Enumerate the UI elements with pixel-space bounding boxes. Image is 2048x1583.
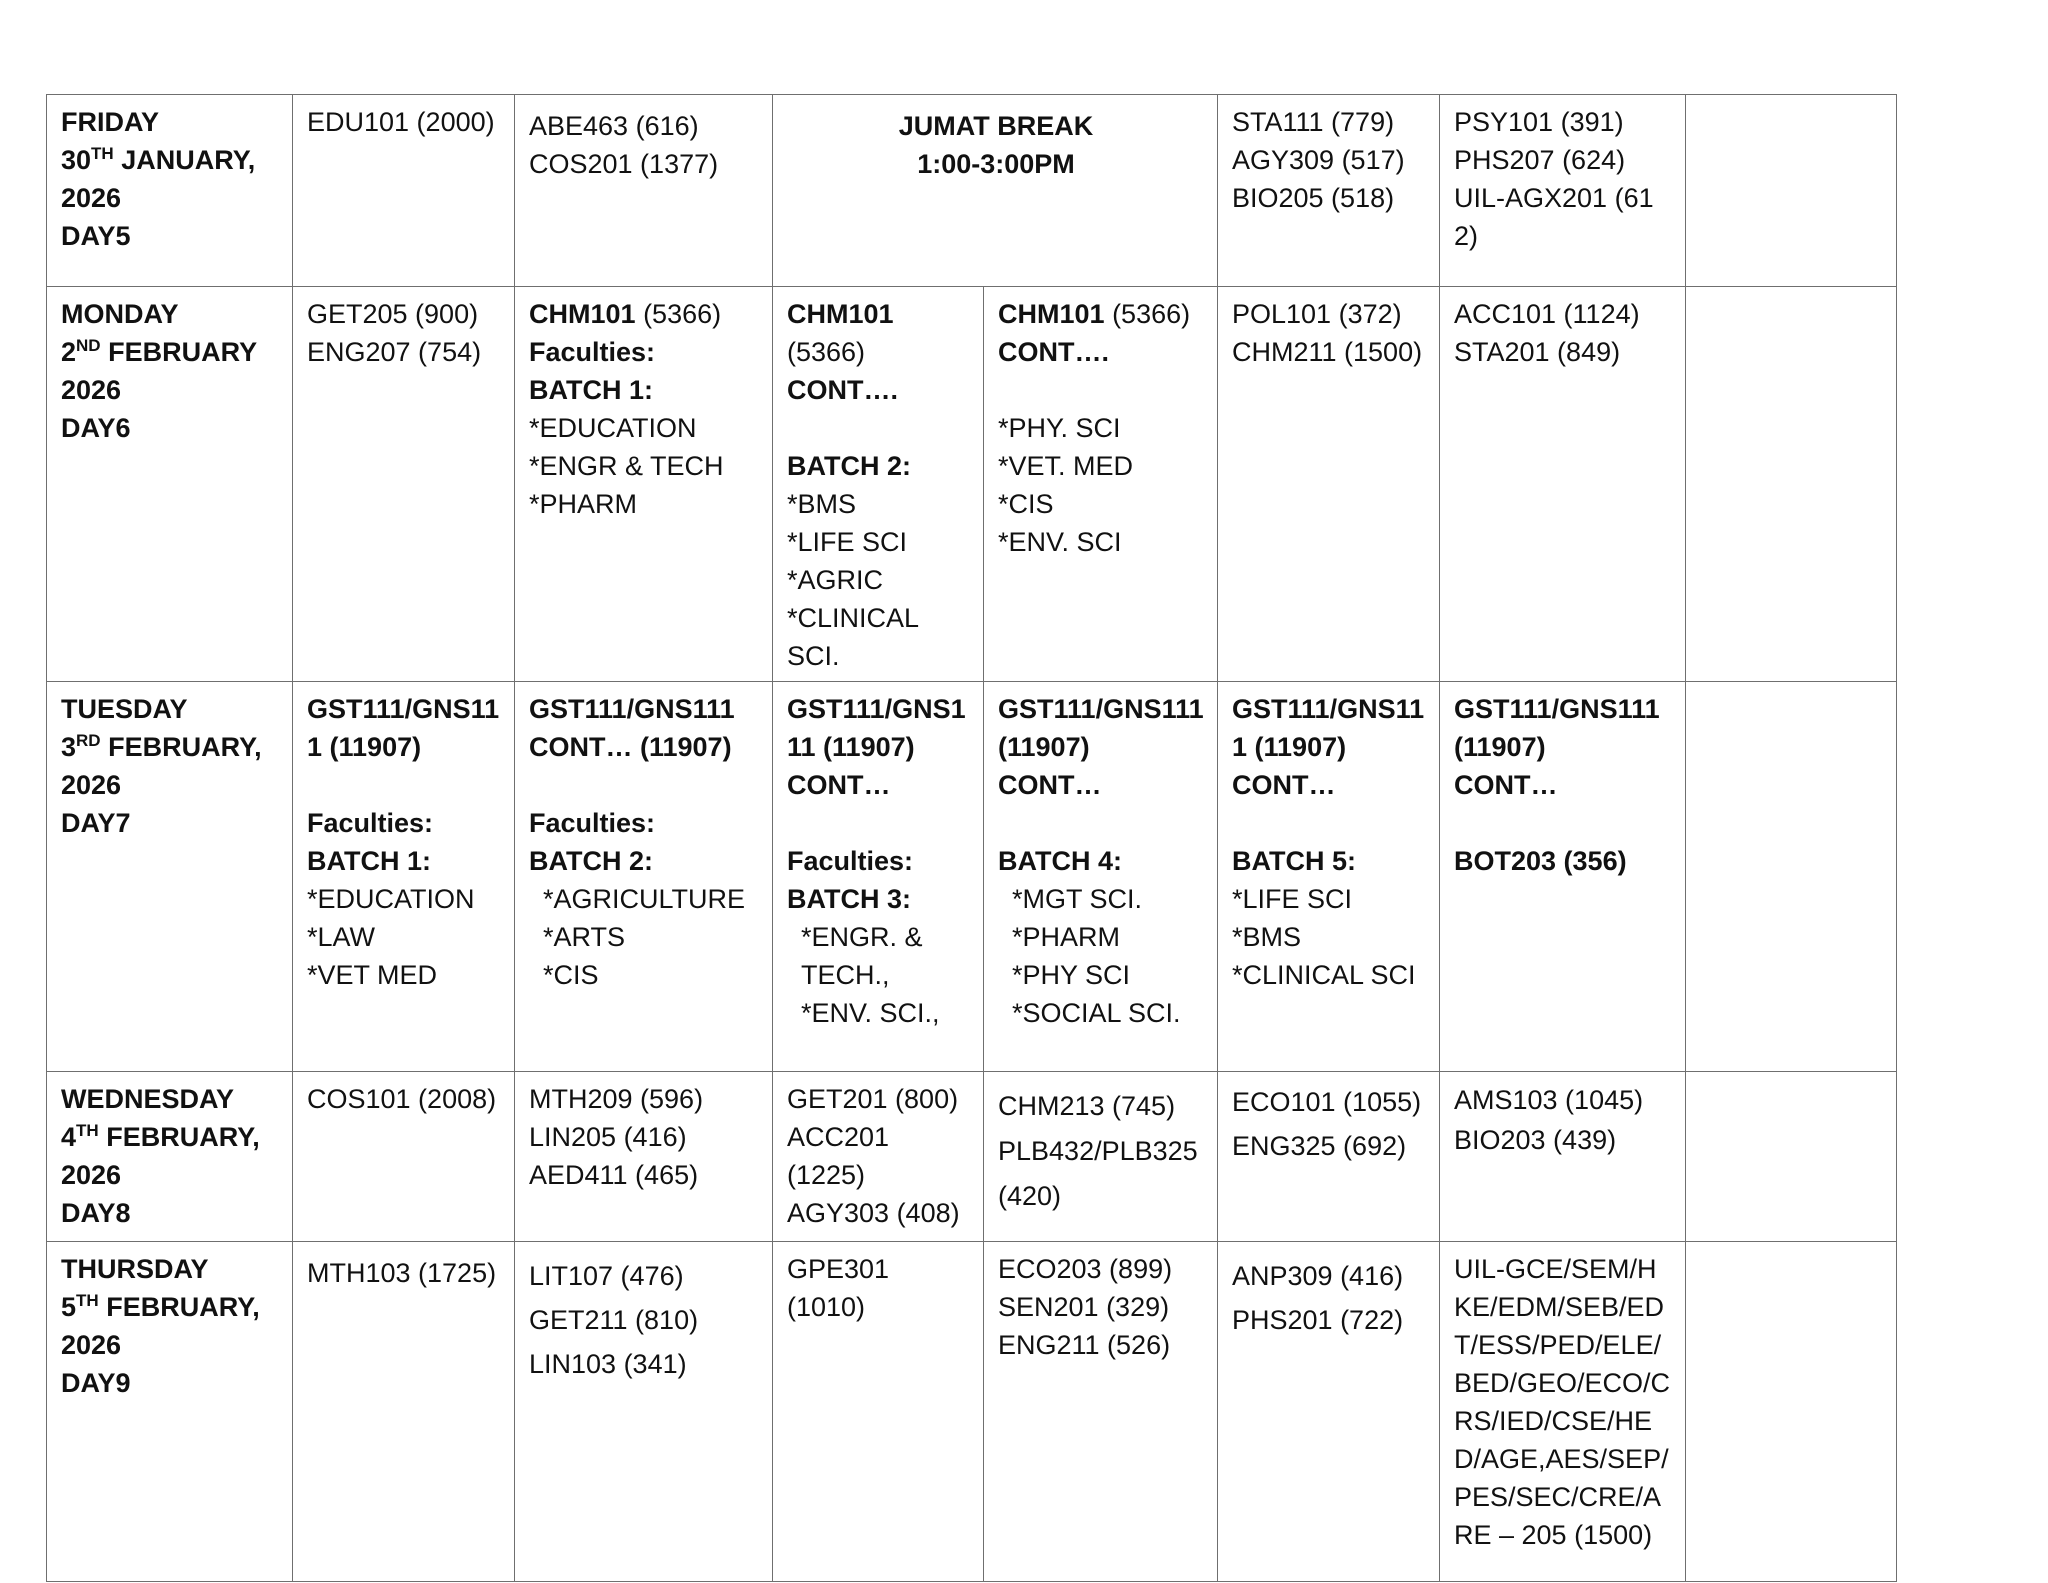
course-entry: LIN205 (416) xyxy=(529,1122,687,1152)
slot-cell xyxy=(515,1072,773,1242)
course-entry: GET201 (800) xyxy=(787,1084,959,1114)
continued-label: CONT… xyxy=(1232,770,1336,800)
faculty-item: *ENV. SCI xyxy=(998,527,1122,557)
course-entry: ENG207 (754) xyxy=(307,337,482,367)
slot-cell xyxy=(984,1072,1218,1242)
faculty-item: *PHARM xyxy=(1012,922,1121,952)
faculty-item: *EDUCATION xyxy=(307,884,475,914)
course-entry: PHS207 (624) xyxy=(1454,145,1626,175)
day-label: DAY6 xyxy=(61,413,131,443)
slot-cell xyxy=(1218,1072,1440,1242)
faculty-item: *LAW xyxy=(307,922,376,952)
course-entry: AGY303 (408) xyxy=(787,1198,960,1228)
course-entry: ECO101 (1055) xyxy=(1232,1087,1422,1117)
slot-cell xyxy=(773,682,984,1072)
faculty-item: *SOCIAL SCI. xyxy=(1012,998,1181,1028)
course-entry: GST111/GNS111 xyxy=(529,694,735,724)
empty-cell xyxy=(1686,1242,1897,1582)
course-code: CHM101 xyxy=(787,299,894,329)
course-entry: GET205 (900) xyxy=(307,299,479,329)
table-row xyxy=(47,682,1897,1072)
course-entry: GPE301 (1010) xyxy=(787,1254,890,1322)
batch-label: BATCH 4: xyxy=(998,846,1122,876)
year: 2026 xyxy=(61,770,122,800)
slot-cell xyxy=(515,95,773,287)
course-code: CHM101 xyxy=(529,299,636,329)
faculties-label: Faculties: xyxy=(787,846,914,876)
slot-cell xyxy=(1440,287,1686,682)
faculty-item: *ENGR & TECH xyxy=(529,451,724,481)
course-entry: EDU101 (2000) xyxy=(307,107,495,137)
faculty-item: *MGT SCI. xyxy=(1012,884,1143,914)
course-entry: ENG211 (526) xyxy=(998,1330,1171,1360)
year: 2026 xyxy=(61,375,122,405)
continued-label: CONT… xyxy=(1454,770,1558,800)
batch-label: BATCH 2: xyxy=(787,451,911,481)
course-entry: SEN201 (329) xyxy=(998,1292,1170,1322)
course-entry: MTH103 (1725) xyxy=(307,1258,497,1288)
course-entry: ECO203 (899) xyxy=(998,1254,1173,1284)
slot-cell xyxy=(773,287,984,682)
slot-cell xyxy=(293,95,515,287)
slot-cell xyxy=(984,1242,1218,1582)
year: 2026 xyxy=(61,183,122,213)
slot-cell xyxy=(1440,1072,1686,1242)
year: 2026 xyxy=(61,1330,122,1360)
month: FEBRUARY, xyxy=(106,1122,260,1152)
day-cell xyxy=(47,1242,293,1582)
batch-label: BATCH 3: xyxy=(787,884,911,914)
weekday: THURSDAY xyxy=(61,1254,209,1284)
course-entry: GST111/GNS111 (11907) xyxy=(998,694,1204,762)
course-entry: COS201 (1377) xyxy=(529,149,719,179)
course-entry: BOT203 (356) xyxy=(1454,846,1627,876)
slot-cell xyxy=(984,682,1218,1072)
faculty-item: *PHY SCI xyxy=(1012,960,1131,990)
table-row xyxy=(47,95,1897,287)
course-count: (5366) xyxy=(643,299,722,329)
faculties-label: Faculties: xyxy=(529,808,656,838)
month: FEBRUARY, xyxy=(108,732,262,762)
slot-cell xyxy=(1440,682,1686,1072)
faculty-item: *CIS xyxy=(543,960,599,990)
faculty-item: *ENGR. & TECH., xyxy=(801,922,923,990)
date-suffix: TH xyxy=(76,1121,99,1140)
continued-label: CONT…. xyxy=(998,337,1109,367)
month: FEBRUARY, xyxy=(106,1292,260,1322)
slot-cell xyxy=(773,1072,984,1242)
date-suffix: TH xyxy=(91,144,114,163)
faculty-item: *ARTS xyxy=(543,922,626,952)
course-entry: GET211 (810) xyxy=(529,1305,699,1335)
empty-cell xyxy=(1686,682,1897,1072)
faculty-item: *AGRIC xyxy=(787,565,884,595)
day-label: DAY8 xyxy=(61,1198,131,1228)
table-row xyxy=(47,1072,1897,1242)
course-count: (11907) xyxy=(1454,732,1546,762)
faculty-item: *BMS xyxy=(787,489,857,519)
faculty-item: *LIFE SCI xyxy=(1232,884,1353,914)
slot-cell xyxy=(1218,287,1440,682)
day-cell xyxy=(47,1072,293,1242)
course-entry: GST111/GNS111 xyxy=(1454,694,1660,724)
slot-cell xyxy=(1440,1242,1686,1582)
day-label: DAY5 xyxy=(61,221,131,251)
year: 2026 xyxy=(61,1160,122,1190)
faculty-item: *AGRICULTURE xyxy=(543,884,746,914)
slot-cell xyxy=(1218,1242,1440,1582)
break-time: 1:00-3:00PM xyxy=(917,149,1075,179)
slot-cell xyxy=(1440,95,1686,287)
empty-cell xyxy=(1686,1072,1897,1242)
course-entry: AGY309 (517) xyxy=(1232,145,1405,175)
empty-cell xyxy=(1686,95,1897,287)
date-suffix: RD xyxy=(76,731,101,750)
course-code: CHM101 xyxy=(998,299,1105,329)
slot-cell xyxy=(515,1242,773,1582)
faculty-item: *ENV. SCI., xyxy=(801,998,940,1028)
break-title: JUMAT BREAK xyxy=(898,111,1094,141)
faculty-item: *CLINICAL SCI xyxy=(1232,960,1416,990)
course-entry: MTH209 (596) xyxy=(529,1084,704,1114)
faculties-label: Faculties: xyxy=(529,337,656,367)
course-entry: AED411 (465) xyxy=(529,1160,699,1190)
table-row xyxy=(47,287,1897,682)
weekday: MONDAY xyxy=(61,299,179,329)
jumat-break-cell xyxy=(773,95,1218,287)
course-entry: CHM211 (1500) xyxy=(1232,337,1423,367)
month: FEBRUARY xyxy=(108,337,258,367)
course-entry: LIT107 (476) xyxy=(529,1261,684,1291)
course-entry: STA111 (779) xyxy=(1232,107,1395,137)
course-entry: PHS201 (722) xyxy=(1232,1305,1404,1335)
day-label: DAY9 xyxy=(61,1368,131,1398)
month: JANUARY, xyxy=(121,145,256,175)
course-entry: ABE463 (616) xyxy=(529,111,699,141)
batch-label: BATCH 1: xyxy=(529,375,653,405)
course-entry: GST111/GNS111 (11907) xyxy=(1232,694,1425,762)
course-entry: LIN103 (341) xyxy=(529,1349,687,1379)
course-entry: ACC201 (1225) xyxy=(787,1122,890,1190)
slot-cell xyxy=(515,287,773,682)
faculties-label: Faculties: xyxy=(307,808,434,838)
batch-label: BATCH 5: xyxy=(1232,846,1356,876)
slot-cell xyxy=(1218,95,1440,287)
faculty-item: *VET MED xyxy=(307,960,438,990)
slot-cell xyxy=(984,287,1218,682)
exam-timetable xyxy=(46,94,1897,1582)
faculty-item: *PHY. SCI xyxy=(998,413,1121,443)
course-entry: GST111/GNS111 (11907) xyxy=(787,694,966,762)
faculty-item: *BMS xyxy=(1232,922,1302,952)
continued-label: CONT… xyxy=(787,770,891,800)
faculty-item: *EDUCATION xyxy=(529,413,697,443)
course-entry: AMS103 (1045) xyxy=(1454,1085,1644,1115)
slot-cell xyxy=(1218,682,1440,1072)
batch-label: BATCH 1: xyxy=(307,846,431,876)
faculty-item: *LIFE SCI xyxy=(787,527,908,557)
course-entry: PSY101 (391) xyxy=(1454,107,1624,137)
date-number: 3 xyxy=(61,732,77,762)
course-entry: BIO203 (439) xyxy=(1454,1125,1617,1155)
course-entry: GST111/GNS111 (11907) xyxy=(307,694,500,762)
course-entry: CHM213 (745) xyxy=(998,1091,1176,1121)
course-entry: ACC101 (1124) xyxy=(1454,299,1640,329)
slot-cell xyxy=(293,1072,515,1242)
course-entry: COS101 (2008) xyxy=(307,1084,497,1114)
table-row xyxy=(47,1242,1897,1582)
slot-cell xyxy=(773,1242,984,1582)
course-entry: UIL-AGX201 (612) xyxy=(1454,183,1654,251)
slot-cell xyxy=(515,682,773,1072)
day-label: DAY7 xyxy=(61,808,131,838)
faculty-item: *PHARM xyxy=(529,489,638,519)
date-number: 2 xyxy=(61,337,77,367)
day-cell xyxy=(47,682,293,1072)
faculty-item: *CIS xyxy=(998,489,1054,519)
batch-label: BATCH 2: xyxy=(529,846,653,876)
weekday: WEDNESDAY xyxy=(61,1084,235,1114)
date-suffix: ND xyxy=(76,336,101,355)
slot-cell xyxy=(293,682,515,1072)
course-count: (5366) xyxy=(1112,299,1191,329)
weekday: TUESDAY xyxy=(61,694,188,724)
slot-cell xyxy=(293,1242,515,1582)
course-entry: BIO205 (518) xyxy=(1232,183,1395,213)
course-entry: POL101 (372) xyxy=(1232,299,1402,329)
date-number: 4 xyxy=(61,1122,77,1152)
date-number: 30 xyxy=(61,145,92,175)
course-count: (5366) xyxy=(787,337,866,367)
day-cell xyxy=(47,95,293,287)
continued-label: CONT… (11907) xyxy=(529,732,732,762)
course-entry: PLB432/PLB325 (420) xyxy=(998,1136,1198,1211)
course-entry: STA201 (849) xyxy=(1454,337,1621,367)
weekday: FRIDAY xyxy=(61,107,160,137)
faculty-item: *VET. MED xyxy=(998,451,1134,481)
course-entry: ANP309 (416) xyxy=(1232,1261,1404,1291)
date-suffix: TH xyxy=(76,1291,99,1310)
slot-cell xyxy=(293,287,515,682)
date-number: 5 xyxy=(61,1292,77,1322)
faculty-item: *CLINICAL SCI. xyxy=(787,603,919,671)
continued-label: CONT…. xyxy=(787,375,898,405)
course-entry: UIL-GCE/SEM/HKE/EDM/SEB/EDT/ESS/PED/ELE/BED/GEO/ECO/CRS/IED/CSE/HED/AGE,AES/SEP/PES/SEC/CRE/ARE – 205 (1500) xyxy=(1454,1254,1671,1550)
course-entry: ENG325 (692) xyxy=(1232,1131,1407,1161)
continued-label: CONT… xyxy=(998,770,1102,800)
empty-cell xyxy=(1686,287,1897,682)
day-cell xyxy=(47,287,293,682)
